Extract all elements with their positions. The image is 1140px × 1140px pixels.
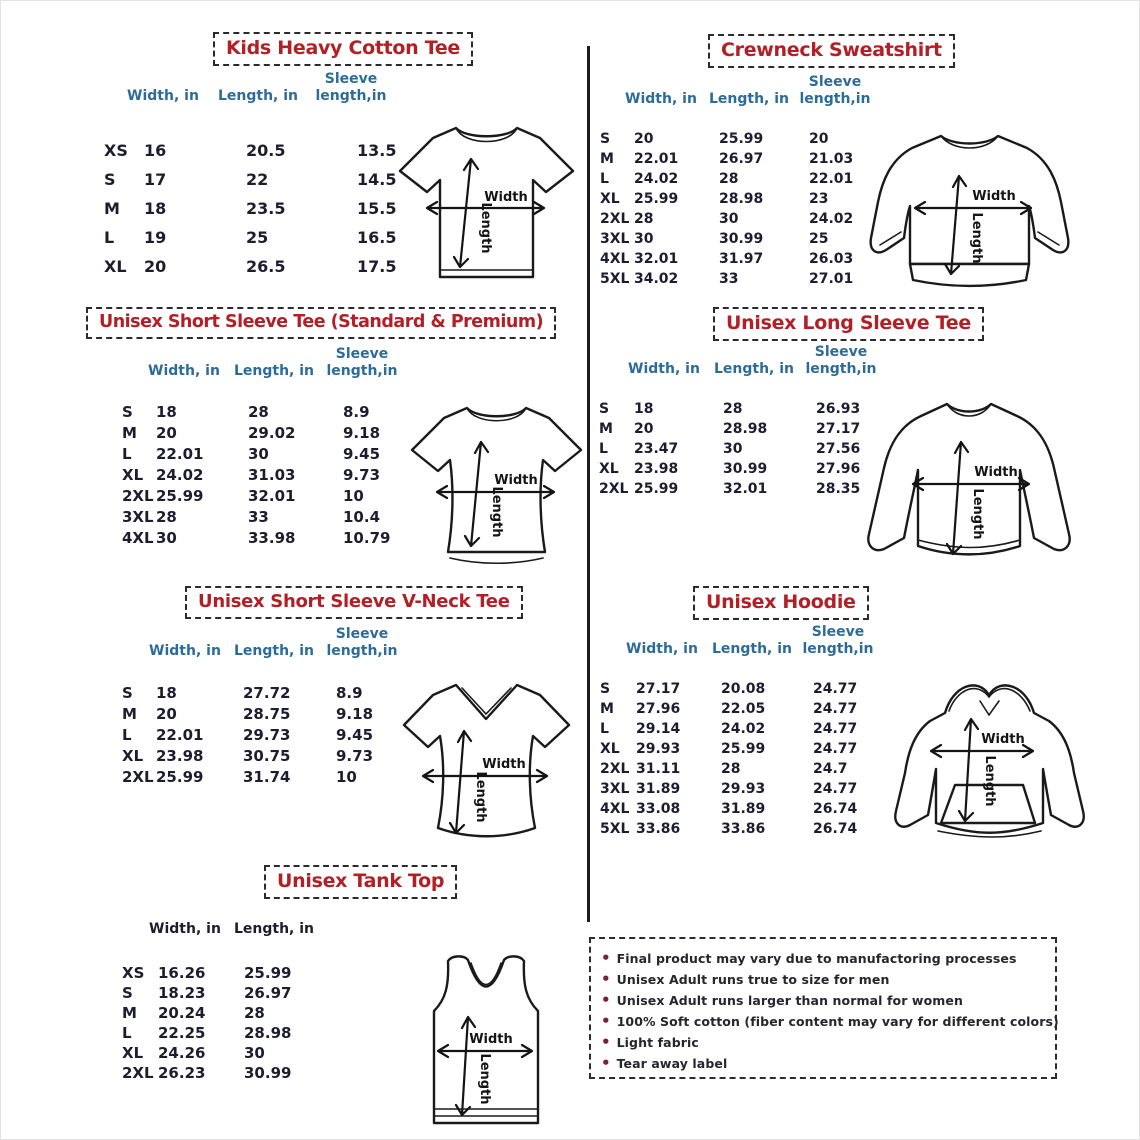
size-label: M: [600, 701, 614, 717]
width-label: Width: [484, 190, 528, 205]
cell-value: 9.73: [336, 747, 374, 765]
cell-value: 22.01: [156, 726, 204, 744]
column-header-width: Width, in: [628, 361, 700, 377]
cell-value: 28.35: [816, 481, 861, 497]
size-label: 5XL: [600, 271, 630, 287]
cell-value: 20: [809, 131, 829, 147]
size-label: L: [122, 726, 132, 744]
cell-value: 30.75: [243, 747, 291, 765]
cell-value: 30: [244, 1044, 265, 1062]
long-sleeve-tee-diagram: [861, 394, 1081, 576]
bullet-icon: •: [601, 970, 611, 988]
size-label: XL: [122, 466, 144, 484]
cell-value: 26.97: [244, 984, 292, 1002]
cell-value: 24.02: [156, 466, 204, 484]
cell-value: 25.99: [156, 768, 204, 786]
section-notes: [589, 931, 1140, 1091]
vneck-tee-diagram: [399, 673, 574, 848]
cell-value: 19: [144, 228, 167, 247]
size-label: 3XL: [600, 781, 630, 797]
cell-value: 25: [246, 228, 269, 247]
section-unisex-short-sleeve-tee: [81, 301, 586, 579]
cell-value: 25.99: [721, 741, 766, 757]
column-header-length: Length, in: [233, 363, 315, 379]
cell-value: 24.77: [813, 701, 858, 717]
cell-value: 9.18: [343, 424, 381, 442]
note-item: [599, 1032, 1047, 1053]
cell-value: 23.5: [246, 199, 286, 218]
size-label: 2XL: [122, 1064, 154, 1082]
cell-value: 22.01: [156, 445, 204, 463]
cell-value: 23: [809, 191, 829, 207]
cell-value: 33.86: [721, 821, 766, 837]
length-label: Length: [970, 488, 985, 540]
cell-value: 28: [634, 211, 654, 227]
note-item: [599, 1053, 1047, 1074]
cell-value: 18: [144, 199, 167, 218]
cell-value: 18: [156, 684, 177, 702]
cell-value: 20: [156, 705, 177, 723]
cell-value: 23.98: [156, 747, 204, 765]
cell-value: 24.26: [158, 1044, 206, 1062]
section-title: Unisex Tank Top: [264, 865, 457, 899]
cell-value: 28.98: [719, 191, 764, 207]
tank-top-diagram: [426, 951, 546, 1129]
size-label: S: [122, 984, 133, 1002]
note-item: [599, 969, 1047, 990]
cell-value: 33.98: [248, 529, 296, 547]
cell-value: 33.86: [636, 821, 681, 837]
size-label: XL: [122, 747, 144, 765]
size-label: S: [600, 131, 611, 147]
cell-value: 8.9: [336, 684, 363, 702]
cell-value: 30: [719, 211, 739, 227]
cell-value: 20.08: [721, 681, 766, 697]
cell-value: 24.77: [813, 681, 858, 697]
bullet-icon: •: [601, 991, 611, 1009]
size-label: S: [599, 401, 610, 417]
length-label: Length: [473, 771, 488, 823]
cell-value: 20: [156, 424, 177, 442]
cell-value: 20: [634, 131, 654, 147]
cell-value: 22.01: [809, 171, 854, 187]
cell-value: 26.03: [809, 251, 854, 267]
cell-value: 30.99: [723, 461, 768, 477]
cell-value: 16.5: [357, 228, 397, 247]
column-header-length: Length, in: [711, 641, 793, 657]
column-header-width: Width, in: [626, 641, 698, 657]
cell-value: 24.02: [634, 171, 679, 187]
cell-value: 29.02: [248, 424, 296, 442]
cell-value: 28: [248, 403, 269, 421]
cell-value: 9.73: [343, 466, 381, 484]
cell-value: 21.03: [809, 151, 854, 167]
column-header-length: Length, in: [708, 91, 790, 107]
column-header-width: Width, in: [127, 88, 199, 104]
bullet-icon: •: [601, 1054, 611, 1072]
cell-value: 8.9: [343, 403, 370, 421]
hoodie-diagram: [883, 673, 1096, 859]
cell-value: 30.99: [244, 1064, 292, 1082]
width-label: Width: [482, 757, 526, 772]
cell-value: 33: [719, 271, 739, 287]
garment-outline: [868, 404, 1069, 554]
size-label: XL: [600, 191, 620, 207]
cell-value: 25.99: [719, 131, 764, 147]
width-label: Width: [974, 465, 1018, 480]
bullet-icon: •: [601, 1012, 611, 1030]
cell-value: 24.02: [721, 721, 766, 737]
cell-value: 25.99: [634, 191, 679, 207]
width-label: Width: [494, 473, 538, 488]
size-label: 3XL: [122, 508, 154, 526]
size-label: L: [122, 1024, 132, 1042]
cell-value: 14.5: [357, 170, 397, 189]
size-label: 2XL: [600, 761, 630, 777]
section-title: Unisex Hoodie: [693, 586, 869, 620]
cell-value: 25: [809, 231, 829, 247]
section-unisex-long-sleeve-tee: [589, 301, 1140, 579]
note-text: Light fabric: [616, 1035, 699, 1050]
cell-value: 22: [246, 170, 269, 189]
cell-value: 31.74: [243, 768, 291, 786]
column-header-sleeve: Sleeve length,in: [326, 626, 398, 659]
cell-value: 26.93: [816, 401, 861, 417]
cell-value: 20.24: [158, 1004, 206, 1022]
section-title: Unisex Short Sleeve V-Neck Tee: [185, 586, 523, 619]
length-label: Length: [982, 755, 997, 807]
size-label: 4XL: [122, 529, 154, 547]
size-label: S: [122, 403, 133, 421]
cell-value: 31.03: [248, 466, 296, 484]
cell-value: 30: [156, 529, 177, 547]
column-header-sleeve: Sleeve length,in: [315, 71, 387, 104]
cell-value: 24.7: [813, 761, 848, 777]
size-label: M: [600, 151, 614, 167]
column-header-sleeve: Sleeve length,in: [326, 346, 398, 379]
cell-value: 16: [144, 141, 167, 160]
size-label: M: [599, 421, 613, 437]
note-text: Unisex Adult runs true to size for men: [616, 972, 890, 987]
cell-value: 16.26: [158, 964, 206, 982]
size-label: L: [600, 171, 609, 187]
cell-value: 23.47: [634, 441, 679, 457]
cell-value: 27.01: [809, 271, 854, 287]
cell-value: 24.77: [813, 741, 858, 757]
cell-value: 10.4: [343, 508, 381, 526]
width-label: Width: [469, 1032, 513, 1047]
cell-value: 29.93: [721, 781, 766, 797]
column-header-length: Length, in: [233, 921, 315, 937]
section-unisex-hoodie: [589, 581, 1140, 871]
column-header-width: Width, in: [625, 91, 697, 107]
cell-value: 22.25: [158, 1024, 206, 1042]
size-label: M: [122, 705, 137, 723]
cell-value: 27.96: [816, 461, 861, 477]
column-header-sleeve: Sleeve length,in: [805, 344, 877, 377]
cell-value: 26.74: [813, 801, 858, 817]
cell-value: 20: [634, 421, 654, 437]
size-label: 4XL: [600, 801, 630, 817]
cell-value: 13.5: [357, 141, 397, 160]
cell-value: 20: [144, 257, 167, 276]
size-label: 2XL: [600, 211, 630, 227]
size-label: 2XL: [599, 481, 629, 497]
note-text: 100% Soft cotton (fiber content may vary for different colors): [616, 1014, 1059, 1029]
cell-value: 27.56: [816, 441, 861, 457]
size-label: XS: [104, 141, 128, 160]
column-header-width: Width, in: [148, 363, 220, 379]
cell-value: 28: [156, 508, 177, 526]
cell-value: 26.23: [158, 1064, 206, 1082]
cell-value: 28: [723, 401, 743, 417]
size-label: S: [104, 170, 116, 189]
cell-value: 17: [144, 170, 167, 189]
tshirt-diagram: [394, 113, 579, 291]
cell-value: 17.5: [357, 257, 397, 276]
length-label: Length: [969, 212, 984, 264]
cell-value: 34.02: [634, 271, 679, 287]
column-header-length: Length, in: [217, 88, 299, 104]
cell-value: 31.89: [636, 781, 681, 797]
cell-value: 18: [634, 401, 654, 417]
cell-value: 9.45: [343, 445, 381, 463]
size-label: XL: [599, 461, 619, 477]
section-unisex-tank-top: [81, 859, 586, 1137]
cell-value: 18.23: [158, 984, 206, 1002]
cell-value: 20.5: [246, 141, 286, 160]
cell-value: 30: [723, 441, 743, 457]
cell-value: 31.11: [636, 761, 681, 777]
cell-value: 25.99: [634, 481, 679, 497]
bullet-icon: •: [601, 1033, 611, 1051]
cell-value: 32.01: [723, 481, 768, 497]
section-title: Kids Heavy Cotton Tee: [213, 32, 473, 66]
cell-value: 29.14: [636, 721, 681, 737]
column-header-length: Length, in: [713, 361, 795, 377]
column-header-width: Width, in: [149, 921, 221, 937]
cell-value: 22.01: [634, 151, 679, 167]
cell-value: 10: [336, 768, 357, 786]
cell-value: 29.93: [636, 741, 681, 757]
cell-value: 29.73: [243, 726, 291, 744]
cell-value: 31.89: [721, 801, 766, 817]
cell-value: 23.98: [634, 461, 679, 477]
cell-value: 9.45: [336, 726, 374, 744]
width-label: Width: [972, 189, 1016, 204]
section-unisex-vneck-tee: [81, 581, 586, 859]
cell-value: 26.97: [719, 151, 764, 167]
cell-value: 10.79: [343, 529, 391, 547]
column-header-sleeve: Sleeve length,in: [799, 74, 871, 107]
length-label: Length: [478, 202, 493, 254]
cell-value: 9.18: [336, 705, 374, 723]
note-text: Tear away label: [616, 1056, 728, 1071]
cell-value: 28: [719, 171, 739, 187]
size-label: XL: [104, 257, 127, 276]
cell-value: 33: [248, 508, 269, 526]
cell-value: 28: [244, 1004, 265, 1022]
length-label: Length: [477, 1053, 492, 1105]
cell-value: 24.02: [809, 211, 854, 227]
size-label: 3XL: [600, 231, 630, 247]
cell-value: 22.05: [721, 701, 766, 717]
size-label: M: [122, 1004, 137, 1022]
note-item: [599, 990, 1047, 1011]
cell-value: 24.77: [813, 781, 858, 797]
cell-value: 27.72: [243, 684, 291, 702]
cell-value: 25.99: [244, 964, 292, 982]
size-label: 2XL: [122, 768, 154, 786]
cell-value: 32.01: [248, 487, 296, 505]
note-text: Unisex Adult runs larger than normal for women: [616, 993, 963, 1008]
size-label: S: [600, 681, 611, 697]
size-label: S: [122, 684, 133, 702]
column-header-sleeve: Sleeve length,in: [802, 624, 874, 657]
size-label: L: [600, 721, 609, 737]
size-label: M: [122, 424, 137, 442]
cell-value: 30: [634, 231, 654, 247]
notes-box: [589, 937, 1057, 1079]
cell-value: 27.17: [636, 681, 681, 697]
size-label: 4XL: [600, 251, 630, 267]
hem-line: [450, 558, 543, 563]
size-label: L: [122, 445, 132, 463]
section-title: Unisex Long Sleeve Tee: [713, 307, 984, 341]
note-text: Final product may vary due to manufactoring processes: [616, 951, 1017, 966]
note-item: [599, 1011, 1059, 1032]
cell-value: 18: [156, 403, 177, 421]
cell-value: 10: [343, 487, 364, 505]
note-item: [599, 948, 1047, 969]
bullet-icon: •: [601, 949, 611, 967]
cell-value: 28.98: [723, 421, 768, 437]
size-label: M: [104, 199, 120, 218]
cell-value: 32.01: [634, 251, 679, 267]
cell-value: 30: [248, 445, 269, 463]
column-header-width: Width, in: [149, 643, 221, 659]
cell-value: 26.5: [246, 257, 286, 276]
section-title: Unisex Short Sleeve Tee (Standard & Premium): [86, 307, 556, 339]
cell-value: 28.98: [244, 1024, 292, 1042]
section-title: Crewneck Sweatshirt: [708, 34, 955, 68]
size-label: L: [599, 441, 608, 457]
size-label: L: [104, 228, 115, 247]
section-crewneck-sweatshirt: [589, 29, 1140, 301]
cell-value: 24.77: [813, 721, 858, 737]
cell-value: 26.74: [813, 821, 858, 837]
cell-value: 15.5: [357, 199, 397, 218]
cell-value: 27.96: [636, 701, 681, 717]
column-header-length: Length, in: [233, 643, 315, 659]
tshirt-diagram: [409, 394, 584, 574]
waistband: [910, 264, 1029, 286]
size-label: XL: [122, 1044, 144, 1062]
size-label: 5XL: [600, 821, 630, 837]
size-label: 2XL: [122, 487, 154, 505]
size-label: XS: [122, 964, 145, 982]
cell-value: 25.99: [156, 487, 204, 505]
crewneck-sweatshirt-diagram: [863, 126, 1076, 296]
width-label: Width: [981, 732, 1025, 747]
cell-value: 31.97: [719, 251, 764, 267]
length-label: Length: [489, 486, 504, 538]
cell-value: 28: [721, 761, 741, 777]
section-kids-heavy-cotton-tee: [81, 29, 586, 301]
cell-value: 27.17: [816, 421, 861, 437]
cell-value: 30.99: [719, 231, 764, 247]
cell-value: 33.08: [636, 801, 681, 817]
cell-value: 28.75: [243, 705, 291, 723]
size-label: XL: [600, 741, 620, 757]
